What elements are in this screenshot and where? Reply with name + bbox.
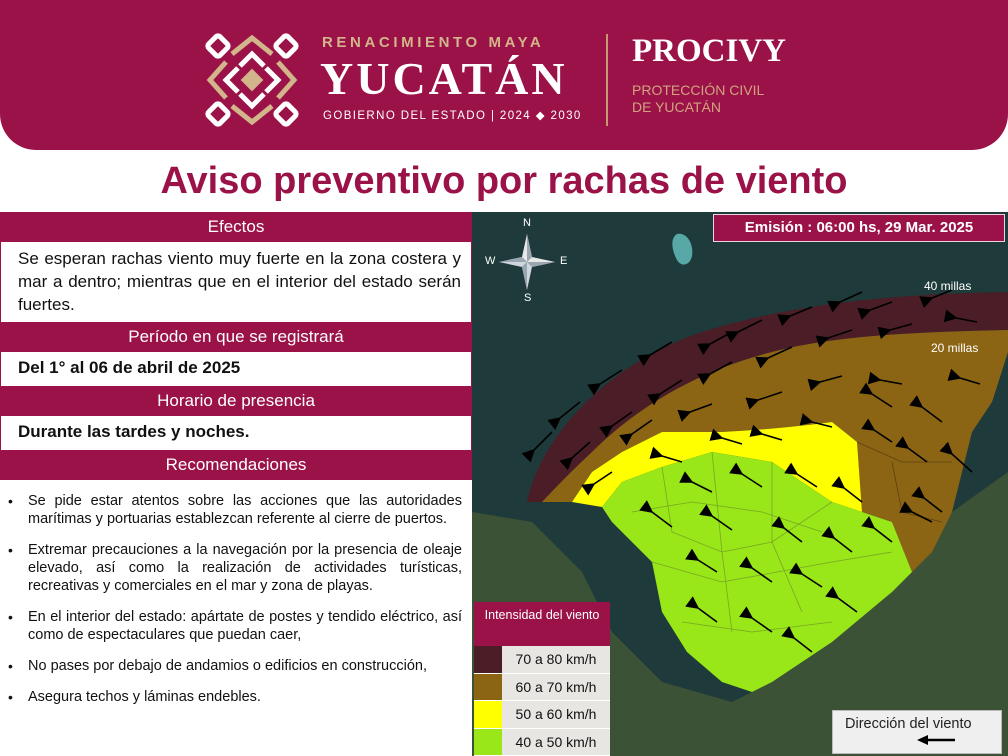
- legend-row: [474, 646, 610, 674]
- legend-row: [474, 674, 610, 702]
- info-panel: [0, 212, 472, 756]
- legend-label: 40 a 50 km/h: [515, 733, 597, 750]
- recommendation-item: • No pases por debajo de andamios o edificios en construcción,: [8, 658, 427, 674]
- page-title: Aviso preventivo por rachas de viento: [160, 160, 848, 202]
- brand-top-text: RENACIMIENTO MAYA: [322, 34, 545, 51]
- legend-label: 50 a 60 km/h: [515, 706, 597, 722]
- agency-subtitle-line1: PROTECCIÓN CIVIL: [632, 82, 765, 98]
- legend-row: [474, 701, 610, 729]
- wind-direction-box: [832, 710, 1002, 754]
- bullet-icon: •: [8, 689, 13, 705]
- period-heading: Período en que se registrará: [0, 322, 472, 352]
- compass-west-label: W: [485, 255, 496, 267]
- effects-body: [0, 242, 472, 322]
- compass-south-label: S: [524, 292, 532, 304]
- recommendations-heading: Recomendaciones: [0, 450, 472, 480]
- bullet-icon: •: [8, 658, 13, 674]
- agency-subtitle: [632, 82, 792, 116]
- agency-subtitle-line2: DE YUCATÁN: [632, 99, 721, 115]
- header-banner: [0, 0, 1008, 150]
- recommendations-list: [0, 482, 472, 756]
- effects-heading: Efectos: [0, 212, 472, 242]
- schedule-body: [0, 416, 472, 450]
- intensity-legend: [474, 602, 610, 756]
- legend-label: 70 a 80 km/h: [515, 651, 597, 667]
- header-divider: [606, 34, 608, 126]
- legend-swatch: [474, 646, 502, 673]
- emission-timestamp: Emisión : 06:00 hs, 29 Mar. 2025: [713, 214, 1005, 242]
- period-text: Del 1° al 06 de abril de 2025: [18, 358, 241, 377]
- legend-label: 60 a 70 km/h: [515, 678, 597, 695]
- compass-north-label: N: [523, 217, 531, 229]
- arrow-left-icon: [917, 734, 957, 746]
- maya-pattern-logo-icon: [204, 32, 300, 128]
- legend-swatch: [474, 729, 502, 756]
- label-20-miles: 20 millas: [931, 341, 979, 355]
- label-40-miles: 40 millas: [924, 279, 972, 293]
- legend-row: [474, 729, 610, 756]
- wind-direction-label: Dirección del viento: [845, 716, 972, 732]
- recommendation-item: • Se pide estar atentos sobre las acciones que las autoridades marítimas y portuarias establezcan referente al cierre de puertos.: [8, 493, 462, 527]
- bullet-icon: •: [8, 493, 13, 509]
- brand-bottom-text: GOBIERNO DEL ESTADO | 2024 ◆ 2030: [323, 110, 582, 122]
- legend-swatch: [474, 674, 502, 701]
- schedule-heading: Horario de presencia: [0, 386, 472, 416]
- legend-swatch: [474, 701, 502, 728]
- legend-title: Intensidad del viento: [474, 602, 610, 646]
- period-body: [0, 352, 472, 386]
- brand-main-text: YUCATÁN: [320, 53, 568, 104]
- compass-east-label: E: [560, 255, 568, 267]
- bullet-icon: •: [8, 609, 13, 625]
- recommendation-item: • Extremar precauciones a la navegación por la presencia de oleaje elevado, así como la realización de actividades turísticas, recreativas y comerciales en el mar y zona de playas.: [8, 542, 462, 594]
- bullet-icon: •: [8, 542, 13, 558]
- recommendation-item: • Asegura techos y láminas endebles.: [8, 689, 261, 705]
- recommendation-item: • En el interior del estado: apártate de postes y tendido eléctrico, así como de espectaculares que puedan caer,: [8, 609, 462, 643]
- effects-text: Se esperan rachas viento muy fuerte en la zona costera y mar a dentro; mientras que en el interior del estado serán fuertes.: [18, 249, 461, 314]
- agency-title: PROCIVY: [632, 33, 786, 69]
- schedule-text: Durante las tardes y noches.: [18, 422, 250, 441]
